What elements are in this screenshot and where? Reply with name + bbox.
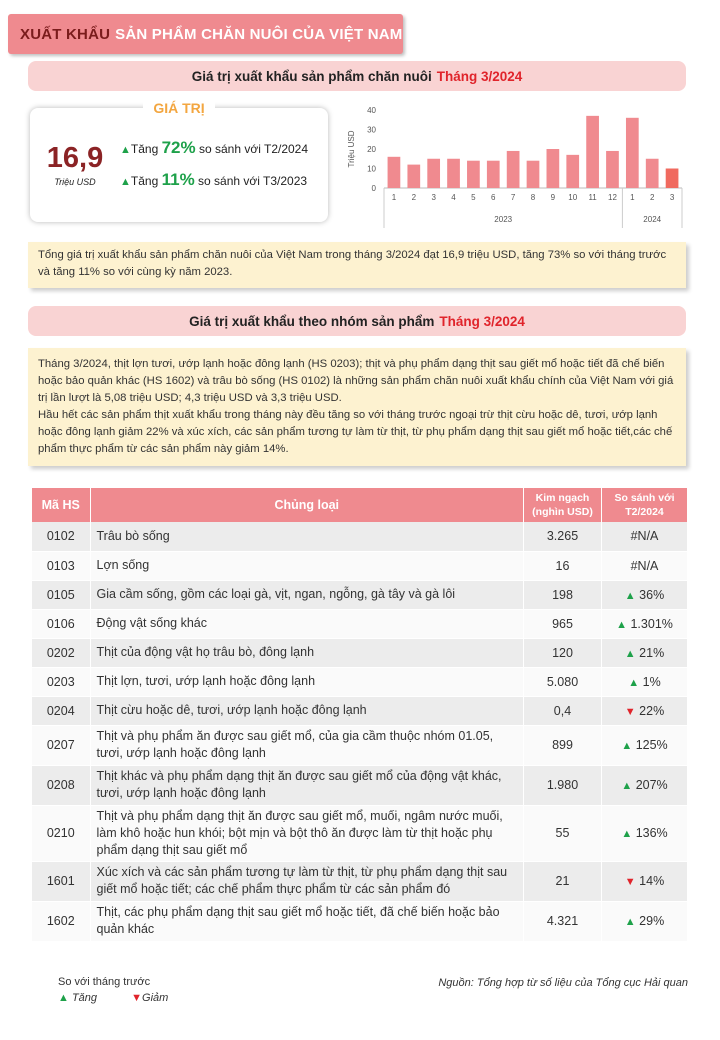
cell-name: Thịt khác và phụ phẩm dạng thịt ăn được sau giết mổ của động vật khác, tươi, ướp lạnh hoặc đông lạnh bbox=[90, 765, 524, 805]
chart-bar bbox=[527, 161, 540, 188]
detail-paragraph-2: Hầu hết các sản phẩm thịt xuất khẩu trong tháng này đều tăng so với tháng trước ngoại trừ thịt cừu hoặc dê, tươi, ướp lạnh hoặc đông lạnh giảm 22% và xúc xích, các sản phẩm tương tự làm từ thịt, từ phụ phẩm dạng thịt sau giết mổ hoặc tiết,các chế phẩm thực phẩm từ các sản phẩm này giảm 14%. bbox=[38, 409, 673, 455]
cell-value: 3.265 bbox=[524, 522, 602, 551]
chart-bar bbox=[447, 159, 460, 188]
value-card bbox=[30, 100, 328, 222]
triangle-up-icon: ▲ bbox=[120, 144, 131, 156]
cell-value: 1.980 bbox=[524, 765, 602, 805]
page-title-light: SẢN PHẨM CHĂN NUÔI CỦA VIỆT NAM bbox=[115, 25, 403, 43]
chart-bar bbox=[606, 151, 619, 188]
cell-code: 1601 bbox=[32, 861, 90, 901]
export-value-unit: Triệu USD bbox=[54, 177, 96, 187]
detail-paragraph-1: Tháng 3/2024, thịt lợn tươi, ướp lạnh hoặc đông lạnh (HS 0203); thịt và phụ phẩm dạng thịt sau giết mổ hoặc tiết đã chế biến hoặc bảo quản khác (HS 1602) và trâu bò sống (HS 0102) là những sản phẩm chăn nuôi xuất khẩu chính của Việt Nam với giá trị lần lượt là 5,08 triệu USD; 4,3 triệu USD và 3,3 triệu USD. bbox=[38, 358, 674, 404]
x-tick-label: 2 bbox=[411, 193, 417, 202]
compare-value: 21% bbox=[639, 645, 665, 660]
cell-compare bbox=[602, 551, 688, 580]
monthly-export-chart bbox=[342, 100, 690, 230]
summary-note bbox=[28, 242, 686, 288]
cell-value: 16 bbox=[524, 551, 602, 580]
table-row bbox=[32, 861, 688, 901]
legend bbox=[58, 976, 168, 1004]
cell-compare bbox=[602, 522, 688, 551]
cell-code: 0203 bbox=[32, 667, 90, 696]
bar-chart-svg bbox=[342, 100, 690, 230]
section-title-text: Giá trị xuất khẩu sản phẩm chăn nuôi bbox=[191, 68, 432, 84]
cell-name: Thịt và phụ phẩm dạng thịt ăn được sau giết mổ, muối, ngâm nước muối, làm khô hoặc hun khói; bột mịn và bột thô ăn được làm từ thịt hoặc phụ phẩm dạng thịt sau giết mổ bbox=[90, 805, 524, 861]
cell-compare bbox=[602, 667, 688, 696]
chart-bar bbox=[586, 116, 599, 188]
compare-value: 22% bbox=[639, 703, 665, 718]
export-value-number: 16,9 bbox=[46, 142, 104, 174]
cell-compare bbox=[602, 696, 688, 725]
comparison-pct: 72% bbox=[161, 138, 196, 157]
chart-bar bbox=[626, 118, 639, 188]
chart-bar bbox=[467, 161, 480, 188]
cell-name: Thịt và phụ phẩm ăn được sau giết mổ, của gia cầm thuộc nhóm 01.05, tươi, ướp lạnh hoặc đông lạnh bbox=[90, 725, 524, 765]
page-title-banner bbox=[8, 14, 403, 54]
table-row bbox=[32, 765, 688, 805]
group-label: 2024 bbox=[643, 215, 662, 224]
table-row bbox=[32, 580, 688, 609]
cell-compare bbox=[602, 901, 688, 941]
page-title-dark: XUẤT KHẨU bbox=[20, 25, 111, 43]
compare-value: 207% bbox=[635, 778, 668, 792]
chart-bar bbox=[487, 161, 500, 188]
comparison-yoy bbox=[120, 170, 307, 190]
cell-value: 120 bbox=[524, 638, 602, 667]
x-tick-label: 3 bbox=[431, 193, 436, 202]
x-tick-label: 7 bbox=[510, 193, 516, 202]
triangle-up-icon: ▲ bbox=[621, 740, 633, 752]
x-tick-label: 1 bbox=[630, 193, 635, 202]
triangle-up-icon: ▲ bbox=[624, 589, 636, 602]
cell-code: 1602 bbox=[32, 901, 90, 941]
big-value bbox=[44, 142, 106, 187]
chart-bar bbox=[666, 169, 679, 189]
value-card-label: GIÁ TRỊ bbox=[143, 100, 214, 116]
y-tick-label: 20 bbox=[367, 145, 376, 154]
cell-code: 0210 bbox=[32, 805, 90, 861]
chart-bar bbox=[388, 157, 401, 188]
compare-value: #N/A bbox=[630, 529, 659, 544]
y-tick-label: 0 bbox=[371, 184, 376, 193]
legend-title: So với tháng trước bbox=[58, 976, 151, 988]
y-tick-label: 10 bbox=[367, 164, 376, 174]
table-row bbox=[32, 609, 688, 638]
triangle-up-icon: ▲ bbox=[120, 176, 131, 188]
cell-value: 899 bbox=[524, 725, 602, 765]
cell-code: 0105 bbox=[32, 580, 90, 609]
triangle-up-icon: ▲ bbox=[621, 780, 633, 792]
triangle-up-icon: ▲ bbox=[616, 618, 627, 631]
table-row bbox=[32, 805, 688, 861]
table-header-row bbox=[32, 488, 688, 522]
table-row bbox=[32, 667, 688, 696]
table-body bbox=[32, 522, 688, 941]
compare-value: 14% bbox=[639, 874, 665, 888]
compare-value: 36% bbox=[639, 587, 665, 602]
source-note: Nguồn: Tổng hợp từ số liệu của Tổng cục Hải quan bbox=[438, 977, 688, 989]
x-tick-label: 9 bbox=[550, 193, 556, 202]
cell-code: 0202 bbox=[32, 638, 90, 667]
compare-value: #N/A bbox=[630, 558, 659, 573]
comparison-text: so sánh với T2/2024 bbox=[198, 142, 309, 156]
cell-name: Thịt, các phụ phẩm dạng thịt sau giết mổ hoặc tiết, đã chế biến hoặc bảo quản khác bbox=[90, 901, 524, 941]
detail-note bbox=[28, 348, 686, 466]
triangle-down-icon: ▼ bbox=[624, 705, 636, 718]
cell-name: Thịt lợn, tươi, ướp lạnh hoặc đông lạnh bbox=[90, 667, 524, 696]
cell-name: Gia cầm sống, gồm các loại gà, vịt, ngan, ngỗng, gà tây và gà lôi bbox=[90, 580, 524, 609]
chart-bar bbox=[427, 159, 440, 188]
triangle-down-icon: ▼ bbox=[131, 992, 143, 1004]
header-value: Kim ngạch (nghìn USD) bbox=[524, 488, 602, 522]
triangle-down-icon: ▼ bbox=[624, 876, 636, 888]
cell-name: Thịt cừu hoặc dê, tươi, ướp lạnh hoặc đông lạnh bbox=[90, 696, 524, 725]
cell-value: 5.080 bbox=[524, 667, 602, 696]
table-row bbox=[32, 696, 688, 725]
y-axis-label: Triệu USD bbox=[347, 130, 356, 168]
table-row bbox=[32, 551, 688, 580]
cell-name: Lợn sống bbox=[90, 551, 524, 580]
triangle-up-icon: ▲ bbox=[624, 647, 636, 660]
compare-value: 1.301% bbox=[630, 616, 673, 631]
x-tick-label: 12 bbox=[608, 193, 617, 202]
cell-code: 0207 bbox=[32, 725, 90, 765]
compare-value: 1% bbox=[642, 674, 661, 689]
cell-code: 0103 bbox=[32, 551, 90, 580]
cell-compare bbox=[602, 725, 688, 765]
product-table bbox=[32, 488, 688, 942]
cell-compare bbox=[602, 765, 688, 805]
legend-up-label: Tăng bbox=[71, 992, 98, 1004]
table-row bbox=[32, 725, 688, 765]
compare-value: 125% bbox=[635, 738, 668, 752]
x-tick-label: 6 bbox=[491, 193, 496, 202]
cell-value: 965 bbox=[524, 609, 602, 638]
comparison-prefix: Tăng bbox=[130, 174, 159, 188]
triangle-up-icon: ▲ bbox=[58, 992, 69, 1004]
cell-name: Động vật sống khác bbox=[90, 609, 524, 638]
section-title-text: Giá trị xuất khẩu theo nhóm sản phẩm bbox=[189, 313, 435, 329]
section-title-export-value bbox=[28, 61, 686, 91]
header-compare: So sánh với T2/2024 bbox=[602, 488, 688, 522]
comparison-text: so sánh với T3/2023 bbox=[198, 174, 308, 188]
comparison-prefix: Tăng bbox=[130, 142, 159, 156]
cell-name: Xúc xích và các sản phẩm tương tự làm từ thịt, từ phụ phẩm dạng thịt sau giết mổ hoặc tiết; các chế phẩm thực phẩm từ các sản phẩm đó bbox=[90, 861, 524, 901]
cell-value: 21 bbox=[524, 861, 602, 901]
cell-name: Thịt của động vật họ trâu bò, đông lạnh bbox=[90, 638, 524, 667]
chart-bar bbox=[547, 149, 560, 188]
cell-compare bbox=[602, 609, 688, 638]
section-title-period: Tháng 3/2024 bbox=[439, 313, 525, 329]
cell-compare bbox=[602, 805, 688, 861]
section-title-period: Tháng 3/2024 bbox=[436, 68, 523, 84]
triangle-up-icon: ▲ bbox=[624, 916, 636, 928]
x-tick-label: 2 bbox=[649, 193, 655, 202]
cell-code: 0208 bbox=[32, 765, 90, 805]
section-title-product-group bbox=[28, 306, 686, 336]
triangle-up-icon: ▲ bbox=[621, 828, 633, 840]
header-code: Mã HS bbox=[32, 488, 90, 522]
triangle-up-icon: ▲ bbox=[628, 676, 640, 689]
comparison-pct: 11% bbox=[161, 170, 195, 189]
header-name: Chủng loại bbox=[90, 488, 524, 522]
x-tick-label: 5 bbox=[471, 193, 476, 202]
cell-value: 4.321 bbox=[524, 901, 602, 941]
compare-value: 136% bbox=[635, 826, 668, 840]
chart-bar bbox=[507, 151, 520, 188]
cell-value: 198 bbox=[524, 580, 602, 609]
cell-code: 0204 bbox=[32, 696, 90, 725]
table-row bbox=[32, 522, 688, 551]
cell-compare bbox=[602, 861, 688, 901]
cell-compare bbox=[602, 638, 688, 667]
table-row bbox=[32, 901, 688, 941]
group-label: 2023 bbox=[494, 215, 513, 224]
chart-bar bbox=[646, 159, 659, 188]
y-tick-label: 40 bbox=[367, 106, 376, 115]
cell-value: 55 bbox=[524, 805, 602, 861]
x-tick-label: 10 bbox=[568, 193, 578, 202]
cell-value: 0,4 bbox=[524, 696, 602, 725]
compare-value: 29% bbox=[639, 914, 665, 928]
chart-bar bbox=[407, 165, 420, 188]
x-tick-label: 3 bbox=[669, 193, 675, 202]
cell-code: 0102 bbox=[32, 522, 90, 551]
comparison-mom bbox=[120, 138, 308, 158]
x-tick-label: 8 bbox=[530, 193, 536, 202]
chart-bar bbox=[566, 155, 579, 188]
y-tick-label: 30 bbox=[367, 125, 376, 135]
summary-text: Tổng giá trị xuất khẩu sản phẩm chăn nuôi của Việt Nam trong tháng 3/2024 đạt 16,9 triệu USD, tăng 73% so với tháng trước và tăng 11% so với cùng kỳ năm 2023. bbox=[38, 249, 667, 278]
cell-code: 0106 bbox=[32, 609, 90, 638]
x-tick-label: 11 bbox=[588, 193, 597, 202]
x-tick-label: 1 bbox=[391, 193, 397, 202]
cell-compare bbox=[602, 580, 688, 609]
cell-name: Trâu bò sống bbox=[90, 522, 524, 551]
table-row bbox=[32, 638, 688, 667]
legend-down-label: Giảm bbox=[142, 992, 169, 1004]
x-tick-label: 4 bbox=[451, 193, 456, 202]
